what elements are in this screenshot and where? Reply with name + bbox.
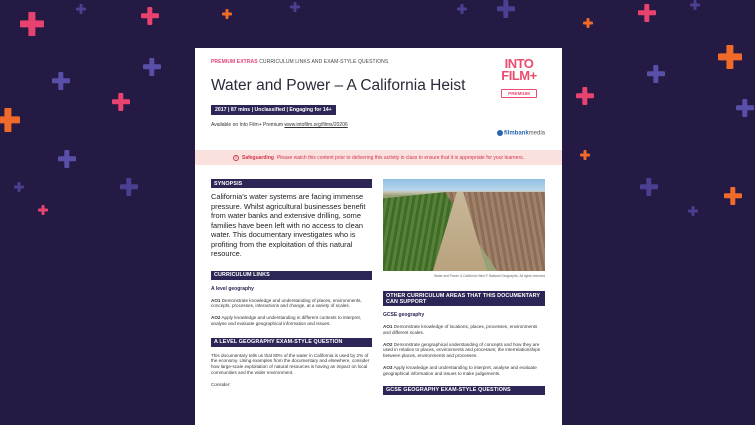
film-meta-badge: 2017 | 87 mins | Unclassified | Engaging for 14+ (211, 105, 336, 115)
ao-code: AO2 (383, 341, 393, 347)
decorative-plus-icon (688, 206, 698, 216)
kicker-rest: CURRICULUM LINKS AND EXAM-STYLE QUESTIONS (259, 59, 389, 65)
decorative-plus-icon (576, 87, 594, 105)
decorative-plus-icon (38, 205, 48, 215)
decorative-plus-icon (690, 0, 700, 10)
decorative-plus-icon (0, 108, 20, 132)
decorative-plus-icon (497, 0, 515, 18)
decorative-plus-icon (112, 93, 130, 111)
decorative-plus-icon (222, 9, 232, 19)
alevel-exam-heading: A LEVEL GEOGRAPHY EXAM-STYLE QUESTION (211, 338, 372, 347)
decorative-plus-icon (583, 18, 593, 28)
availability-line (211, 122, 546, 128)
decorative-plus-icon (290, 2, 300, 12)
other-areas-subtitle: GCSE geography (383, 312, 425, 318)
image-caption: Water and Power: A California Heist © National Geographic. All rights reserved (434, 274, 545, 278)
ao-code: AO2 (211, 315, 221, 321)
page-title: Water and Power – A California Heist (211, 77, 466, 94)
other-ao3 (383, 365, 545, 377)
curriculum-subtitle: A level geography (211, 285, 254, 292)
curriculum-heading: CURRICULUM LINKS (211, 271, 372, 280)
decorative-plus-icon (120, 178, 138, 196)
decorative-plus-icon (52, 72, 70, 90)
decorative-plus-icon (736, 99, 754, 117)
decorative-plus-icon (718, 45, 742, 69)
decorative-plus-icon (14, 182, 24, 192)
other-ao2 (383, 342, 545, 359)
premium-badge: PREMIUM (501, 89, 537, 98)
decorative-plus-icon (638, 4, 656, 22)
safeguarding-label: Safeguarding (241, 154, 274, 161)
decorative-plus-icon (640, 178, 658, 196)
filmbank-suffix: media (528, 130, 545, 137)
decorative-plus-icon (141, 7, 159, 25)
ao-code: AO3 (383, 364, 393, 370)
availability-prefix: Available on Into Film+ Premium (211, 122, 284, 128)
filmbank-logo (497, 130, 545, 137)
decorative-plus-icon (76, 4, 86, 14)
filmbank-name: filmbank (503, 130, 529, 137)
kicker-strong: PREMIUM EXTRAS (211, 59, 258, 65)
decorative-plus-icon (580, 150, 590, 160)
curriculum-ao1 (211, 298, 372, 310)
ao-text: Apply knowledge and understanding to interpret, analyse and evaluate geographical information and issues to make judgements. (383, 364, 537, 376)
right-column (383, 179, 545, 395)
filmbank-icon (497, 130, 503, 136)
alevel-exam-consider: Consider: (211, 381, 231, 387)
decorative-plus-icon (143, 58, 161, 76)
documentary-still-image (383, 179, 545, 271)
synopsis-heading: SYNOPSIS (211, 179, 372, 188)
into-film-logo (493, 58, 545, 100)
decorative-plus-icon (724, 187, 742, 205)
warning-icon: ! (233, 155, 239, 161)
film-link[interactable]: www.intofilm.org/films/20206 (284, 122, 348, 128)
document-page (195, 48, 562, 425)
decorative-plus-icon (647, 65, 665, 83)
left-column (211, 179, 372, 388)
synopsis-text: California's water systems are facing immense pressure. Whilst agricultural businesses benefit from water banks and extensive drilling, some families have been left with no access to clean water. This documentary investigates who is profiting from the exploitation of this natural resource. (211, 192, 366, 258)
ao-code: AO1 (211, 297, 221, 303)
ao-text: Demonstrate knowledge and understanding of places, environments, concepts, processes, interactions and change, at a variety of scales. (211, 297, 362, 309)
alevel-exam-text: This documentary tells us that 80% of the water in California is used by 2% of the economy. Using examples from the documentary and elsewhere, consider how large-scale exploitation of natural resources is having an impact on local communities and the wider environment. (211, 352, 370, 376)
safeguarding-text: Please watch this content prior to delivering this activity in class to ensure that it is appropriate for your learners. (276, 154, 525, 161)
ao-code: AO1 (383, 324, 393, 329)
safeguarding-banner (195, 150, 562, 165)
decorative-plus-icon (58, 150, 76, 168)
curriculum-ao2 (211, 315, 372, 327)
decorative-plus-icon (457, 4, 467, 14)
other-areas-heading: OTHER CURRICULUM AREAS THAT THIS DOCUMENTARY CAN SUPPORT (383, 291, 545, 306)
other-ao1 (383, 324, 545, 336)
ao-text: Demonstrate knowledge of locations, places, processes, environments and different scales. (383, 324, 538, 335)
logo-text: INTO FILM+ (501, 56, 537, 83)
decorative-plus-icon (20, 12, 44, 36)
ao-text: Demonstrate geographical understanding of concepts and how they are used in relation to places, environments and processes; the interrelationships between places, environments and processes. (383, 341, 541, 359)
gcse-exam-heading: GCSE GEOGRAPHY EXAM-STYLE QUESTIONS (383, 386, 545, 395)
document-header (195, 48, 562, 150)
ao-text: Apply knowledge and understanding in different contexts to interpret, analyse and evaluate geographical information and issues. (211, 315, 362, 326)
